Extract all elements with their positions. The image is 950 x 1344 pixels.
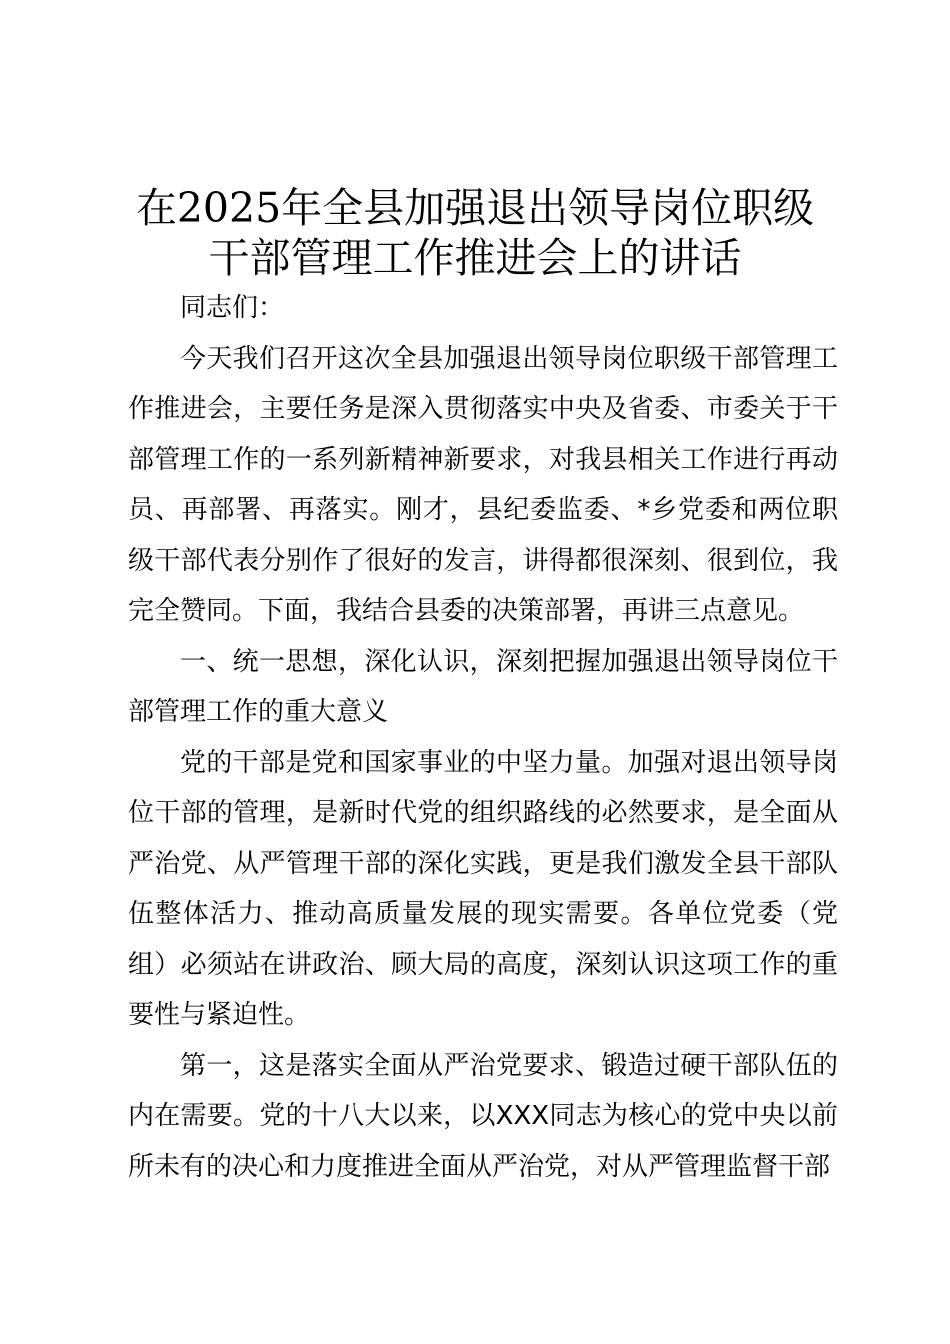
section-heading-1: 一、统一思想，深化认识，深刻把握加强退出领导岗位干部管理工作的重大意义 xyxy=(128,646,838,727)
document-body xyxy=(128,283,838,1192)
document-title-line-1: 在2025年全县加强退出领导岗位职级 xyxy=(135,184,815,232)
paragraph-significance: 党的干部是党和国家事业的中坚力量。加强对退出领导岗位干部的管理，是新时代党的组织路线的必然要求，是全面从严治党、从严管理干部的深化实践，更是我们激发全县干部队伍整体活力、推动高质量发展的现实需要。各单位党委（党组）必须站在讲政治、顾大局的高度，深刻认识这项工作的重要性与紧迫性。 xyxy=(128,747,838,1030)
greeting: 同志们： xyxy=(180,293,285,323)
paragraph-intro: 今天我们召开这次全县加强退出领导岗位职级干部管理工作推进会，主要任务是深入贯彻落实中央及省委、市委关于干部管理工作的一系列新精神新要求，对我县相关工作进行再动员、再部署、再落实。刚才，县纪委监委、*乡党委和两位职级干部代表分别作了很好的发言，讲得都很深刻、很到位，我完全赞同。下面，我结合县委的决策部署，再讲三点意见。 xyxy=(128,343,838,626)
paragraph-first-point: 第一，这是落实全面从严治党要求、锻造过硬干部队伍的内在需要。党的十八大以来，以XXX同志为核心的党中央以前所未有的决心和力度推进全面从严治党，对从严管理监督干部 xyxy=(128,1050,838,1182)
document-title-line-2: 干部管理工作推进会上的讲话 xyxy=(208,234,742,282)
